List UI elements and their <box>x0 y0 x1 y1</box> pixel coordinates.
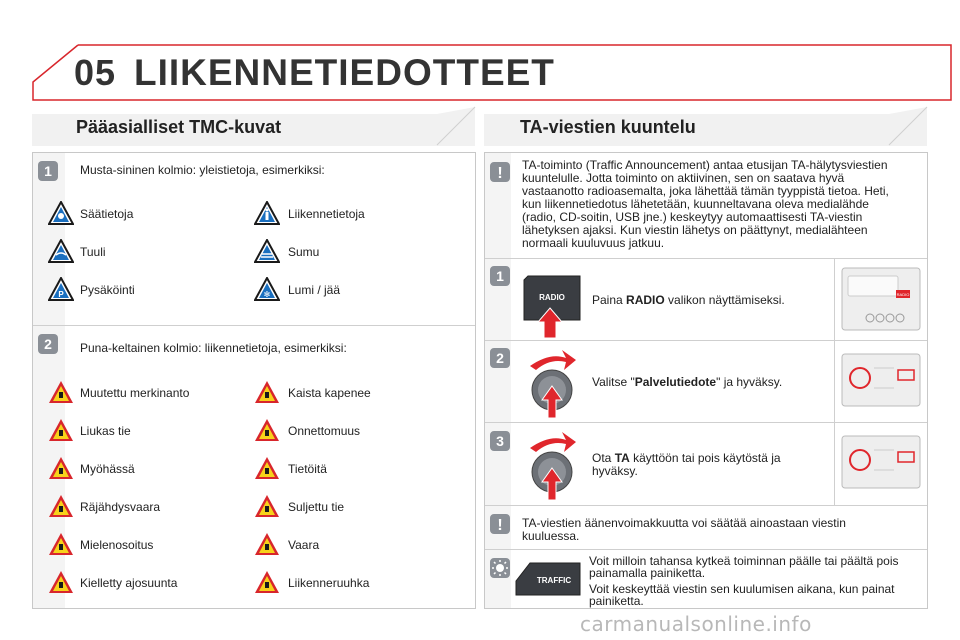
right-divider-1 <box>485 258 927 259</box>
traffic-button-icon <box>514 561 582 597</box>
svg-text:TRAFFIC: TRAFFIC <box>536 576 572 585</box>
svg-text:2: 2 <box>496 350 504 366</box>
note-text: TA-viestien äänenvoimakkuutta voi säätää ainoastaan viestin kuuluessa. <box>522 516 846 543</box>
ta-intro-line: kuuntelulle. Jotta toiminto on aktiivinen, sen on saatava hyvä <box>522 171 845 185</box>
radio-unit-illustration <box>840 266 922 332</box>
control-unit-illustration <box>840 352 922 408</box>
no-entry-sign-icon <box>48 570 74 594</box>
sign-label: Liikenneruuhka <box>288 576 370 590</box>
ta-intro-line: (radio, CD-soitin, USB jne.) keskeytyy automaattisesti TA-viestin <box>522 210 863 224</box>
sign-label: Kielletty ajosuunta <box>80 576 178 590</box>
sign-label: Kaista kapenee <box>288 386 371 400</box>
step1-text: Paina RADIO valikon näyttämiseksi. <box>592 293 785 307</box>
control-unit-illustration <box>840 434 922 490</box>
sign-label: Liikennetietoja <box>288 207 365 221</box>
block2-intro: Puna-keltainen kolmio: liikennetietoja, esimerkiksi: <box>80 341 347 355</box>
roadworks-sign-icon <box>254 456 280 480</box>
right-section-header <box>484 106 928 146</box>
right-vdivider <box>834 259 835 505</box>
right-divider-3 <box>485 422 927 423</box>
right-divider-4 <box>485 505 927 506</box>
svg-text:!: ! <box>497 517 503 534</box>
parking-sign-icon <box>48 277 74 301</box>
rotary-knob-icon <box>520 426 580 504</box>
narrow-lane-sign-icon <box>254 380 280 404</box>
ta-intro-line: kun liikennetiedotus lähetetään, kuunneltavana oleva medialähde <box>522 197 869 211</box>
step-badge-1 <box>37 160 59 182</box>
left-section-title: Pääasialliset TMC-kuvat <box>76 117 282 137</box>
sign-label: Räjähdysvaara <box>80 500 161 514</box>
sign-label: Myöhässä <box>80 462 135 476</box>
step3-text: Ota TA käyttöön tai pois käytöstä ja hyväksy. <box>592 451 781 478</box>
svg-text:3: 3 <box>496 433 504 449</box>
warning-badge <box>489 513 511 535</box>
block1-intro: Musta-sininen kolmio: yleistietoja, esimerkiksi: <box>80 163 325 177</box>
watermark: carmanualsonline.info <box>580 612 812 636</box>
right-divider-5 <box>485 549 927 550</box>
chapter-number: 05 <box>74 52 117 93</box>
step2-text: Valitse "Palvelutiedote" ja hyväksy. <box>592 375 783 389</box>
tip-text: Voit milloin tahansa kytkeä toiminnan päälle tai päältä pois painamalla painiketta. <box>589 554 899 580</box>
left-divider <box>33 325 475 326</box>
sign-label: Suljettu tie <box>288 500 345 514</box>
sign-label: Säätietoja <box>80 207 134 221</box>
right-divider-2 <box>485 340 927 341</box>
step-badge-1 <box>489 265 511 287</box>
weather-sign-icon <box>48 201 74 225</box>
svg-text:1: 1 <box>496 268 504 284</box>
snow-sign-icon <box>254 277 280 301</box>
sign-label: Muutettu merkinanto <box>80 386 190 400</box>
fog-sign-icon <box>254 239 280 263</box>
sign-label: Tietöitä <box>288 462 327 476</box>
ta-intro-line: lähetyksen ajaksi. Kun viestin lähetys on päättynyt, medialähteen <box>522 223 868 237</box>
closed-road-sign-icon <box>254 494 280 518</box>
sign-label: Mielenosoitus <box>80 538 154 552</box>
info-sign-icon <box>254 201 280 225</box>
demonstration-sign-icon <box>48 532 74 556</box>
sign-label: Vaara <box>288 538 320 552</box>
sign-label: Liukas tie <box>80 424 131 438</box>
traffic-light-sign-icon <box>48 380 74 404</box>
sign-label: Sumu <box>288 245 320 259</box>
accident-sign-icon <box>254 418 280 442</box>
sign-label: Pysäköinti <box>80 283 135 297</box>
left-section-header <box>32 106 476 146</box>
svg-text:1: 1 <box>44 163 52 179</box>
svg-text:2: 2 <box>44 336 52 352</box>
sign-label: Onnettomuus <box>288 424 361 438</box>
wind-sign-icon <box>48 239 74 263</box>
ta-intro-line: vastaanotto radioasemalta, joka lähettää tämän tyyppistä tietoa. Heti, <box>522 184 889 198</box>
svg-text:!: ! <box>497 165 503 182</box>
tip-badge <box>489 557 511 579</box>
page-header <box>0 0 960 110</box>
ta-intro-line: normaali kuuluvuus jatkuu. <box>522 236 665 250</box>
page-title: LIIKENNETIEDOTTEET <box>134 52 555 93</box>
warning-badge <box>489 161 511 183</box>
ta-intro-line: TA-toiminto (Traffic Announcement) antaa etusijan TA-hälytysviestien <box>522 158 888 172</box>
delay-sign-icon <box>48 456 74 480</box>
step-badge-2 <box>489 347 511 369</box>
step-badge-2 <box>37 333 59 355</box>
danger-sign-icon <box>254 532 280 556</box>
sign-label: Tuuli <box>80 245 106 259</box>
svg-text:RADIO: RADIO <box>539 293 565 302</box>
slippery-road-sign-icon <box>48 418 74 442</box>
explosion-sign-icon <box>48 494 74 518</box>
step-badge-3 <box>489 430 511 452</box>
svg-text:RADIO: RADIO <box>896 292 910 297</box>
svg-text:P: P <box>58 290 64 299</box>
radio-button-icon <box>520 268 584 340</box>
svg-text:✻: ✻ <box>263 290 271 299</box>
rotary-knob-icon <box>520 344 580 422</box>
right-gutter <box>485 153 511 608</box>
traffic-jam-sign-icon <box>254 570 280 594</box>
right-section-title: TA-viestien kuuntelu <box>520 117 696 137</box>
tip-text-2: Voit keskeyttää viestin sen kuulumisen aikana, kun painat painiketta. <box>589 582 895 608</box>
sign-label: Lumi / jää <box>288 283 341 297</box>
